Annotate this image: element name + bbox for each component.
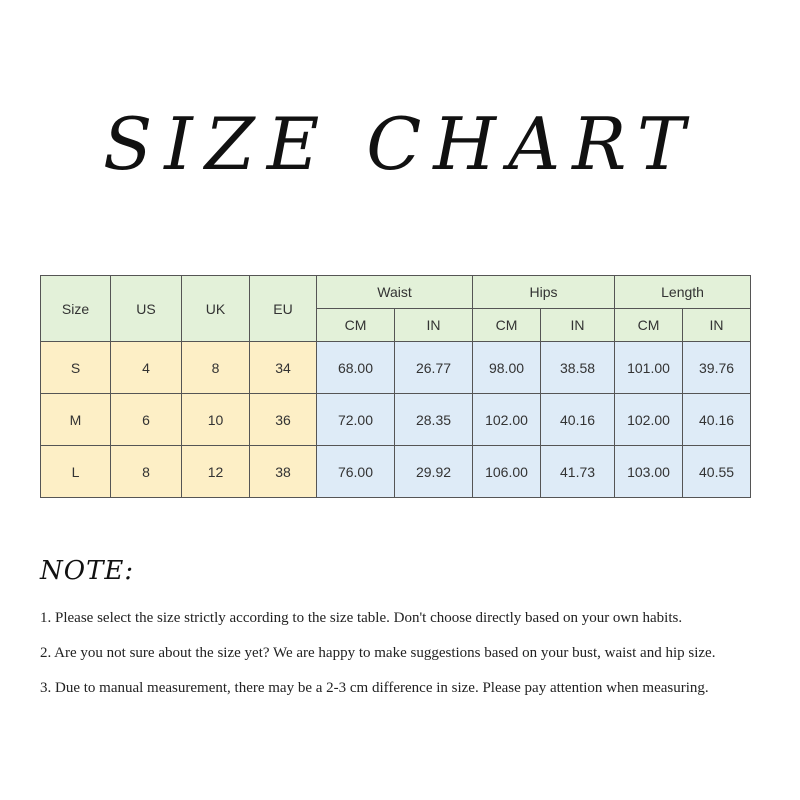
cell-eu: 34 [250, 342, 317, 394]
cell-hips-cm: 106.00 [473, 446, 541, 498]
size-table [40, 275, 751, 498]
cell-hips-cm: 102.00 [473, 394, 541, 446]
cell-waist-in: 29.92 [395, 446, 473, 498]
cell-length-in: 40.55 [683, 446, 751, 498]
table-row [41, 446, 751, 498]
cell-eu: 36 [250, 394, 317, 446]
header-hips: Hips [473, 276, 615, 309]
cell-size: S [41, 342, 111, 394]
cell-size: L [41, 446, 111, 498]
cell-us: 4 [111, 342, 182, 394]
cell-uk: 12 [182, 446, 250, 498]
note-item: 2. Are you not sure about the size yet? We are happy to make suggestions based on your bust, waist and hip size. [40, 645, 716, 661]
header-hips-in: IN [541, 309, 615, 342]
header-hips-cm: CM [473, 309, 541, 342]
cell-length-cm: 102.00 [615, 394, 683, 446]
cell-hips-in: 38.58 [541, 342, 615, 394]
header-length-cm: CM [615, 309, 683, 342]
cell-hips-in: 40.16 [541, 394, 615, 446]
cell-waist-cm: 68.00 [317, 342, 395, 394]
cell-waist-cm: 76.00 [317, 446, 395, 498]
cell-waist-cm: 72.00 [317, 394, 395, 446]
cell-length-in: 39.76 [683, 342, 751, 394]
cell-waist-in: 28.35 [395, 394, 473, 446]
header-size: Size [41, 276, 111, 342]
cell-uk: 8 [182, 342, 250, 394]
header-waist-cm: CM [317, 309, 395, 342]
cell-hips-in: 41.73 [541, 446, 615, 498]
page-title: SIZE CHART [102, 102, 698, 186]
note-item: 3. Due to manual measurement, there may be a 2-3 cm difference in size. Please pay attention when measuring. [40, 680, 709, 696]
header-waist: Waist [317, 276, 473, 309]
table-row [41, 342, 751, 394]
cell-eu: 38 [250, 446, 317, 498]
note-title: NOTE: [40, 556, 135, 586]
note-item: 1. Please select the size strictly according to the size table. Don't choose directly based on your own habits. [40, 610, 683, 626]
cell-us: 8 [111, 446, 182, 498]
header-us: US [111, 276, 182, 342]
cell-us: 6 [111, 394, 182, 446]
cell-hips-cm: 98.00 [473, 342, 541, 394]
cell-length-cm: 101.00 [615, 342, 683, 394]
header-length-in: IN [683, 309, 751, 342]
header-uk: UK [182, 276, 250, 342]
table-row [41, 394, 751, 446]
header-eu: EU [250, 276, 317, 342]
cell-length-in: 40.16 [683, 394, 751, 446]
header-length: Length [615, 276, 751, 309]
header-waist-in: IN [395, 309, 473, 342]
cell-length-cm: 103.00 [615, 446, 683, 498]
cell-size: M [41, 394, 111, 446]
cell-waist-in: 26.77 [395, 342, 473, 394]
cell-uk: 10 [182, 394, 250, 446]
